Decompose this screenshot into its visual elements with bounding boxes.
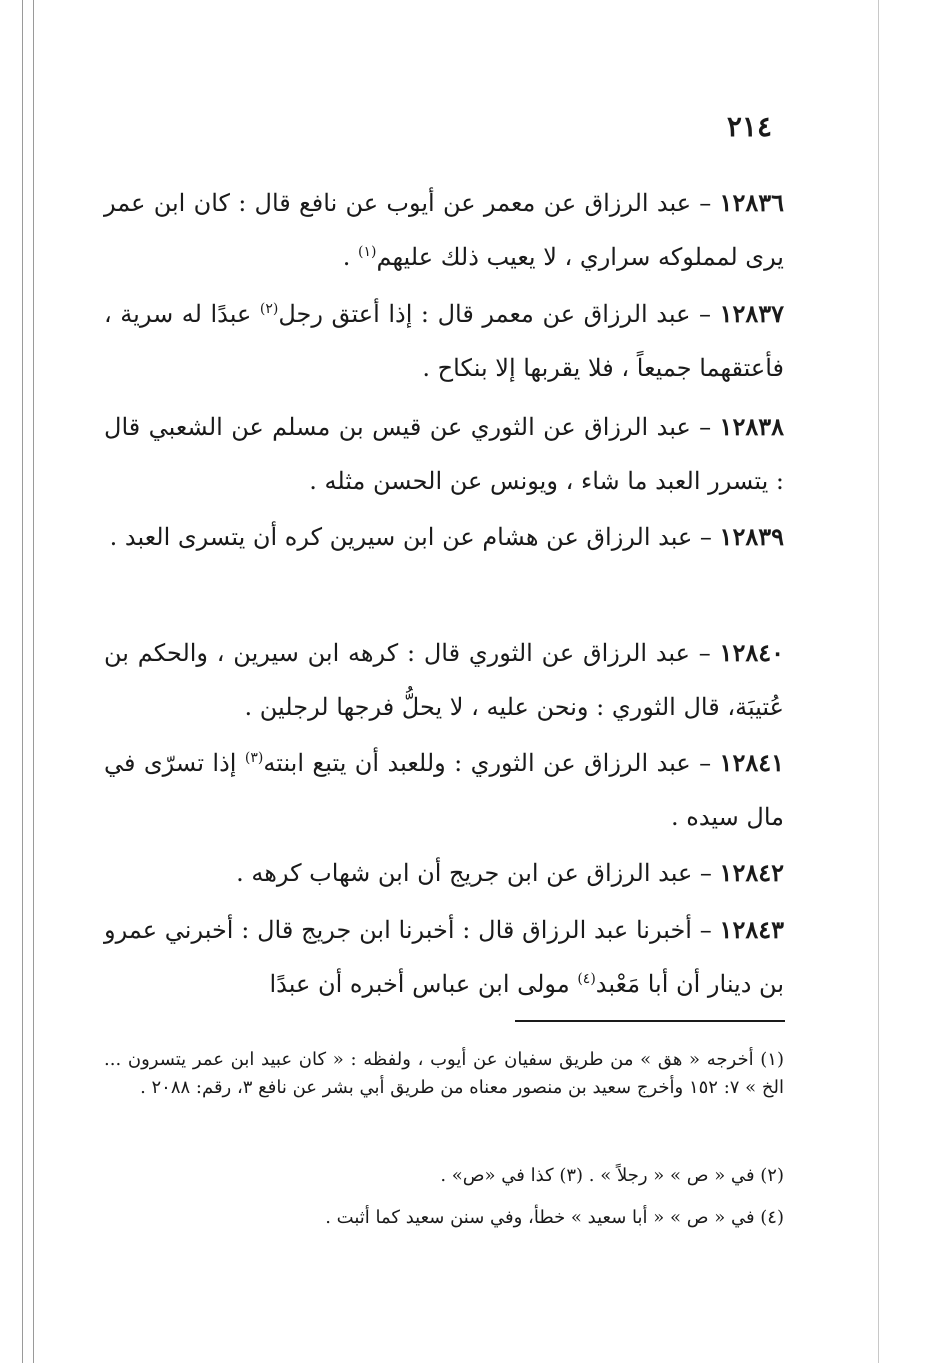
hadith-text: – عبد الرزاق عن الثوري قال : كرهه ابن سيرين ، والحكم بن عُتيبَة، قال الثوري : ونحن عليه ، لا يحلُّ فرجها لرجلين .: [104, 639, 784, 721]
footnote: (١) أخرجه « هق » من طريق سفيان عن أيوب ، ولفظه : « كان عبيد ابن عمر يتسرون ... الخ » ٧: ١٥٢ وأخرج سعيد بن منصور معناه من طريق أبي بشر عن نافع ٣، رقم: ٢٠٨٨ .: [104, 1049, 784, 1098]
hadith-number: ١٢٨٣٩: [719, 522, 784, 551]
hadith-number: ١٢٨٣٧: [719, 299, 785, 328]
hadith-number: ١٢٨٣٦: [719, 188, 784, 217]
footnote-reference: (٤): [577, 971, 596, 987]
hadith-text-tail: عبدًا له سرية ، فأعتقهما جميعاً ، فلا يقربها إلا بنكاح .: [104, 300, 784, 382]
hadith-text-tail: إذا تسرّى في مال سيده .: [104, 749, 784, 831]
hadith-text-tail: مولى ابن عباس أخبره أن عبدًا: [269, 970, 578, 998]
hadith-text-tail: .: [342, 243, 359, 271]
binding-edge-line: [33, 0, 34, 1363]
hadith-entry: [104, 400, 784, 508]
hadith-number: ١٢٨٤٣: [719, 915, 784, 944]
hadith-number: ١٢٨٤٢: [719, 858, 784, 887]
hadith-number: ١٢٨٣٨: [719, 412, 784, 441]
hadith-text: – عبد الرزاق عن هشام عن ابن سيرين كره أن يتسرى العبد .: [109, 523, 720, 551]
hadith-entry: [104, 176, 784, 284]
hadith-entry: [104, 846, 784, 900]
footnote-reference: (٣): [244, 750, 264, 766]
hadith-text: – عبد الرزاق عن معمر قال : إذا أعتق رجل: [278, 300, 720, 328]
footnote: (٤) في « ص » « أبا سعيد » خطأ، وفي سنن سعيد كما أثبت .: [325, 1207, 784, 1228]
hadith-text: – عبد الرزاق عن ابن جريج أن ابن شهاب كرهه .: [236, 859, 720, 887]
hadith-entry: [104, 510, 784, 564]
binding-edge-line: [22, 0, 23, 1363]
hadith-entry: [104, 736, 784, 844]
right-edge-line: [878, 0, 879, 1363]
page-number: ٢١٤: [726, 110, 772, 143]
hadith-number: ١٢٨٤٠: [719, 638, 784, 667]
hadith-entry: [104, 287, 784, 395]
footnote-reference: (٢): [259, 301, 279, 317]
hadith-text: – أخبرنا عبد الرزاق قال : أخبرنا ابن جريج قال : أخبرني عمرو بن دينار أن أبا مَعْبد: [104, 916, 784, 998]
hadith-entry: [104, 626, 784, 734]
hadith-entry: [104, 903, 784, 1011]
hadith-number: ١٢٨٤١: [719, 748, 784, 777]
hadith-text: – عبد الرزاق عن معمر عن أيوب عن نافع قال : كان ابن عمر يرى لمملوكه سراري ، لا يعيب ذلك عليهم: [104, 189, 784, 271]
footnote-separator: [515, 1020, 785, 1022]
footnote-reference: (١): [358, 244, 377, 260]
footnote: (٢) في « ص » « رجلاً » . (٣) كذا في «ص» .: [440, 1165, 784, 1186]
hadith-text: – عبد الرزاق عن الثوري : وللعبد أن يتبع ابنته: [263, 749, 720, 777]
hadith-text: – عبد الرزاق عن الثوري عن قيس بن مسلم عن الشعبي قال : يتسرر العبد ما شاء ، ويونس عن الحسن مثله .: [104, 413, 784, 495]
